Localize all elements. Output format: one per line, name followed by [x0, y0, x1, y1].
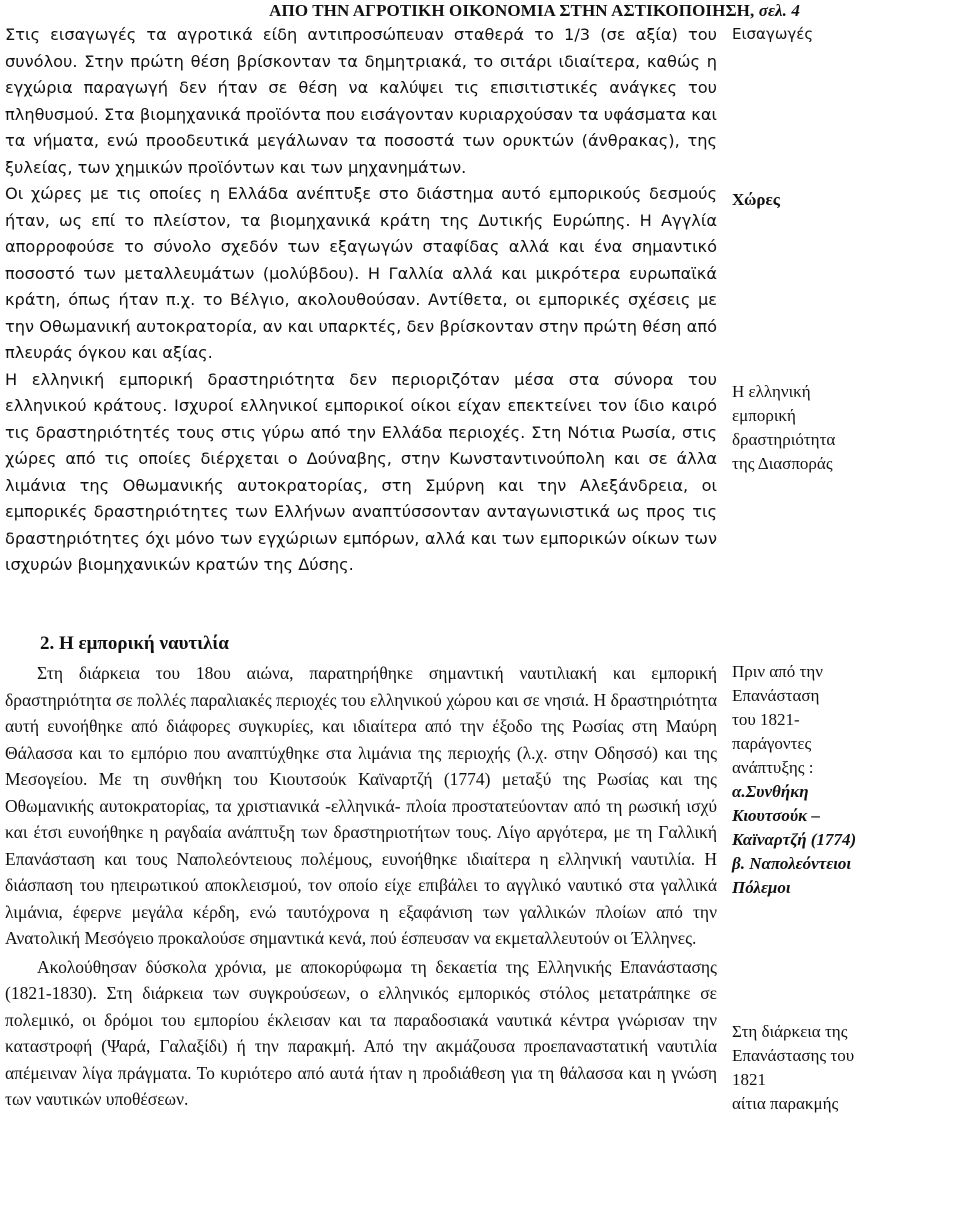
paragraph-diaspora: Η ελληνική εμπορική δραστηριότητα δεν περιοριζόταν μέσα στα σύνορα του ελληνικού κράτους. Ισχυροί ελληνικοί εμπορικοί οίκοι είχαν επεκτείνει τον ίδιο καιρό τις δραστηριότητές τους στις γύρω από την Ελλάδα περιοχές. Στη Νότια Ρωσία, στις χώρες από τις οποίες διέρχεται ο Δούναβης, στην Κωνσταντινούπολη και σε άλλα λιμάνια της Οθωμανικής αυτοκρατορίας, στη Σμύρνη και την Αλεξάνδρεια, οι εμπορικές δραστηριότητες των Ελλήνων αναπτύσσονταν ανταγωνιστικά ως προς τις δραστηριότητες όχι μόνο των εγχώριων εμπόρων, αλλά και των εμπορικών οίκων των ισχυρών βιομηχανικών κρατών της Δύσης. [5, 369, 717, 574]
main-column-bottom [5, 660, 717, 1113]
running-header [0, 0, 800, 22]
paragraph-revolution: Ακολούθησαν δύσκολα χρόνια, με αποκορύφωμα τη δεκαετία της Ελληνικής Επανάστασης (1821-1830). Στη διάρκεια των συγκρούσεων, ο ελληνικός εμπορικός στόλος μετατράπηκε σε πολεμικό, οι δρόμοι του εμπορίου έκλεισαν και τα παραδοσιακά ναυτικά κέντρα γνώρισαν την καταστροφή (Ψαρά, Γαλαξίδι) ή την παρακμή. Από την ακμάζουσα προεπαναστατική ναυτιλία απέμειναν λίγα πράγματα. Το κυριότερο από αυτά ήταν η προδιάθεση για τη θάλασσα και η γνώση των ναυτικών υποθέσεων. [5, 956, 717, 1109]
header-title: ΑΠΟ ΤΗΝ ΑΓΡΟΤΙΚΗ ΟΙΚΟΝΟΜΙΑ ΣΤΗΝ ΑΣΤΙΚΟΠΟΙΗΣΗ, [269, 1, 755, 20]
margin-note-diaspora: Η ελληνική εμπορική δραστηριότητα της Διασποράς [732, 382, 836, 473]
margin-note-imports: Εισαγωγές [732, 25, 814, 43]
paragraph-imports: Στις εισαγωγές τα αγροτικά είδη αντιπροσώπευαν σταθερά το 1/3 (σε αξία) του συνόλου. Στην πρώτη θέση βρίσκονταν τα δημητριακά, το σιτάρι ιδιαίτερα, καθώς η εγχώρια παραγωγή δεν ήταν σε θέση να καλύψει τις επισιτιστικές ανάγκες του πληθυσμού. Στα βιομηχανικά προϊόντα που εισάγονταν κυριαρχούσαν τα υφάσματα και τα νήματα, ενώ προοδευτικά μεγάλωναν τα ποσοστά των ορυκτών (άνθρακας), της ξυλείας, των χημικών προϊόντων και των μηχανημάτων. [5, 25, 717, 177]
margin-note-revolution: Στη διάρκεια της Επανάστασης του 1821 αίτια παρακμής [732, 1022, 855, 1113]
page-number: σελ. 4 [758, 1, 800, 20]
section-heading: 2. Η εμπορική ναυτιλία [40, 633, 229, 654]
margin-note-factors: Πριν από την Επανάσταση του 1821- παράγοντες ανάπτυξης : α.Συνθήκη Κιουτσούκ – Καϊναρτζή (1774) β. Ναπολεόντειοι Πόλεμοι [732, 662, 857, 897]
margin-note-countries: Χώρες [732, 190, 780, 209]
paragraph-merchant-shipping: Στη διάρκεια του 18ου αιώνα, παρατηρήθηκε σημαντική ναυτιλιακή και εμπορική δραστηριότητα σε πολλές παραλιακές περιοχές του ελληνικού χώρου και σε νησιά. Η δραστηριότητα αυτή ευνοήθηκε από διάφορες συγκυρίες, και ιδιαίτερα από την έξοδο της Ρωσίας στη Μαύρη Θάλασσα και το εμπόριο που αναπτύχθηκε στα λιμάνια της περιοχής (λ.χ. στην Οδησσό) και της Μεσογείου. Με τη συνθήκη του Κιουτσούκ Καϊναρτζή (1774) μεταξύ της Ρωσίας και της Οθωμανικής αυτοκρατορίας, τα χριστιανικά -ελληνικά- πλοία προστατεύονταν από τη ρωσική ισχύ και έτσι ευνοήθηκε η ραγδαία ανάπτυξη των δραστηριοτήτων τους. Λίγο αργότερα, με τη Γαλλική Επανάσταση και τους Ναπολεόντειους πολέμους, ευνοήθηκε ιδιαίτερα η ελληνική ναυτιλία. Η διάσπαση του ηπειρωτικού αποκλεισμού, τον οποίο είχε επιβάλει το αγγλικό ναυτικό στα γαλλικά λιμάνια, έφερνε μεγάλα κέρδη, ενώ ταυτόχρονα η εξαφάνιση των γαλλικών πλοίων από την Ανατολική Μεσόγειο προκαλούσε σημαντικά κενά, πού έσπευσαν να εκμεταλλευτούν οι Έλληνες. [5, 663, 717, 948]
paragraph-countries: Οι χώρες με τις οποίες η Ελλάδα ανέπτυξε στο διάστημα αυτό εμπορικούς δεσμούς ήταν, ως επί το πλείστον, τα βιομηχανικά κράτη της Δυτικής Ευρώπης. Η Αγγλία απορροφούσε το σύνολο σχεδόν των εξαγωγών σταφίδας αλλά και ένα σημαντικό ποσοστό των μεταλλευμάτων (μολύβδου). Η Γαλλία αλλά και μικρότερα ευρωπαϊκά κράτη, όπως ήταν π.χ. το Βέλγιο, ακολουθούσαν. Αντίθετα, οι εμπορικές σχέσεις με την Οθωμανική αυτοκρατορία, αν και υπαρκτές, δεν βρίσκονταν στην πρώτη θέση από πλευράς όγκου και αξίας. [5, 184, 717, 362]
main-column-top [5, 22, 717, 579]
